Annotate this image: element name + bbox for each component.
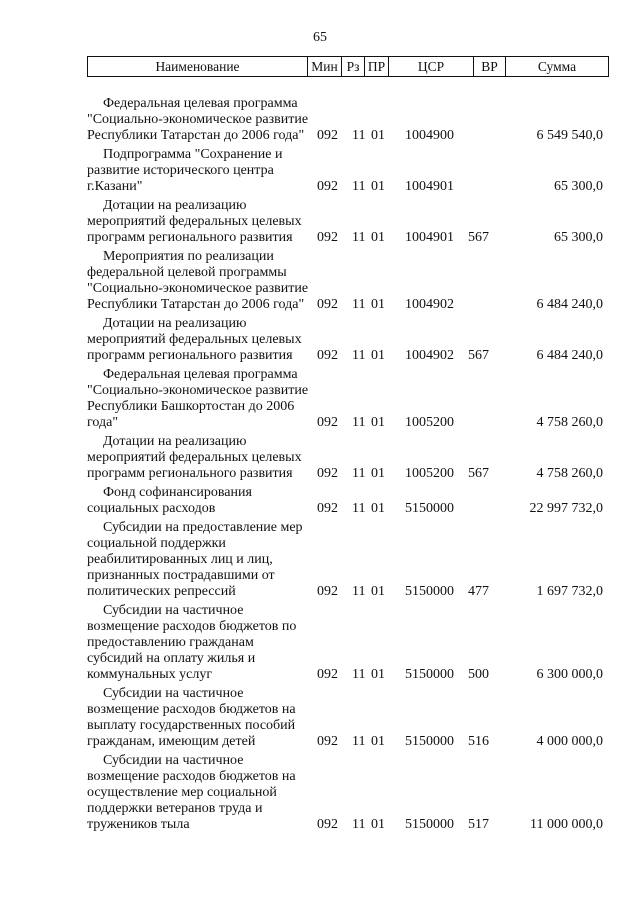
row-sum: 65 300,0 [554, 230, 603, 245]
row-sum: 1 697 732,0 [536, 584, 603, 599]
table-row [0, 520, 640, 600]
row-name: Федеральная целевая программа "Социально-экономическое развитие Республики Башкортостан до 2006 года" [87, 367, 309, 430]
row-vr: 477 [468, 584, 489, 599]
row-min: 092 [317, 230, 338, 245]
row-vr: 517 [468, 817, 489, 832]
table-row [0, 686, 640, 750]
row-pr: 01 [371, 297, 385, 312]
row-sum: 6 484 240,0 [536, 348, 603, 363]
row-vr: 567 [468, 348, 489, 363]
row-rz: 11 [352, 179, 366, 194]
row-min: 092 [317, 348, 338, 363]
row-csr: 5150000 [405, 734, 454, 749]
row-rz: 11 [352, 348, 366, 363]
row-csr: 1004901 [405, 230, 454, 245]
row-min: 092 [317, 501, 338, 516]
row-name: Дотации на реализацию мероприятий федеральных целевых программ регионального развития [87, 434, 302, 481]
header-min: Мин [308, 57, 342, 76]
table-row [0, 753, 640, 833]
header-sum: Сумма [537, 59, 577, 74]
row-min: 092 [317, 817, 338, 832]
header-vr: ВР [474, 57, 506, 76]
row-rz: 11 [352, 128, 366, 143]
row-csr: 5150000 [405, 667, 454, 682]
row-name: Федеральная целевая программа "Социально-экономическое развитие Республики Татарстан до 2006 года" [87, 96, 309, 143]
row-sum: 22 997 732,0 [529, 501, 603, 516]
row-sum: 4 758 260,0 [536, 415, 603, 430]
row-vr: 567 [468, 466, 489, 481]
row-rz: 11 [352, 297, 366, 312]
row-min: 092 [317, 179, 338, 194]
header-name: Наименование [88, 57, 308, 76]
row-pr: 01 [371, 179, 385, 194]
table-row [0, 96, 640, 144]
page-number: 65 [313, 30, 327, 45]
table-body [0, 96, 640, 836]
table-row [0, 434, 640, 482]
row-min: 092 [317, 297, 338, 312]
row-rz: 11 [352, 584, 366, 599]
row-pr: 01 [371, 466, 385, 481]
row-pr: 01 [371, 584, 385, 599]
row-vr: 567 [468, 230, 489, 245]
row-csr: 1005200 [405, 466, 454, 481]
header-pr: ПР [365, 57, 389, 76]
row-name: Субсидии на частичное возмещение расходов бюджетов на выплату государственных пособий гражданам, имеющим детей [87, 686, 296, 749]
row-rz: 11 [352, 501, 366, 516]
table-row [0, 485, 640, 517]
row-pr: 01 [371, 230, 385, 245]
row-pr: 01 [371, 128, 385, 143]
row-sum: 65 300,0 [554, 179, 603, 194]
row-sum: 4 758 260,0 [536, 466, 603, 481]
row-name: Дотации на реализацию мероприятий федеральных целевых программ регионального развития [87, 316, 302, 363]
table-row [0, 367, 640, 431]
row-sum: 4 000 000,0 [536, 734, 603, 749]
table-row [0, 603, 640, 683]
row-rz: 11 [352, 415, 366, 430]
row-min: 092 [317, 667, 338, 682]
row-pr: 01 [371, 817, 385, 832]
row-min: 092 [317, 415, 338, 430]
row-name: Субсидии на предоставление мер социальной поддержки реабилитированных лиц и лиц, признанных пострадавшими от политических репрессий [87, 520, 303, 599]
row-rz: 11 [352, 230, 366, 245]
row-name: Субсидии на частичное возмещение расходов бюджетов на осуществление мер социальной поддержки ветеранов труда и тружеников тыла [87, 753, 296, 832]
row-csr: 1004900 [405, 128, 454, 143]
row-csr: 1004901 [405, 179, 454, 194]
row-rz: 11 [352, 817, 366, 832]
row-pr: 01 [371, 348, 385, 363]
row-csr: 1004902 [405, 297, 454, 312]
row-min: 092 [317, 734, 338, 749]
row-csr: 1005200 [405, 415, 454, 430]
header-rz: Рз [342, 57, 365, 76]
row-csr: 5150000 [405, 501, 454, 516]
row-name: Субсидии на частичное возмещение расходов бюджетов по предоставлению гражданам субсидий на оплату жилья и коммунальных услуг [87, 603, 297, 682]
row-name: Мероприятия по реализации федеральной целевой программы "Социально-экономическое развитие Республики Татарстан до 2006 года" [87, 249, 309, 312]
row-sum: 6 549 540,0 [536, 128, 603, 143]
table-row [0, 249, 640, 313]
row-vr: 516 [468, 734, 489, 749]
row-name: Дотации на реализацию мероприятий федеральных целевых программ регионального развития [87, 198, 302, 245]
table-row [0, 198, 640, 246]
row-rz: 11 [352, 734, 366, 749]
row-min: 092 [317, 584, 338, 599]
row-csr: 5150000 [405, 584, 454, 599]
row-pr: 01 [371, 501, 385, 516]
row-name: Подпрограмма "Сохранение и развитие исторического центра г.Казани" [87, 147, 283, 194]
row-rz: 11 [352, 667, 366, 682]
table-row [0, 147, 640, 195]
row-min: 092 [317, 466, 338, 481]
row-min: 092 [317, 128, 338, 143]
row-pr: 01 [371, 415, 385, 430]
row-sum: 6 300 000,0 [536, 667, 603, 682]
table-header [87, 56, 609, 77]
row-csr: 5150000 [405, 817, 454, 832]
row-name: Фонд софинансирования социальных расходов [87, 485, 252, 516]
table-row [0, 316, 640, 364]
row-sum: 6 484 240,0 [536, 297, 603, 312]
row-vr: 500 [468, 667, 489, 682]
row-sum: 11 000 000,0 [530, 817, 603, 832]
row-rz: 11 [352, 466, 366, 481]
header-csr: ЦСР [389, 57, 474, 76]
row-csr: 1004902 [405, 348, 454, 363]
row-pr: 01 [371, 667, 385, 682]
row-pr: 01 [371, 734, 385, 749]
